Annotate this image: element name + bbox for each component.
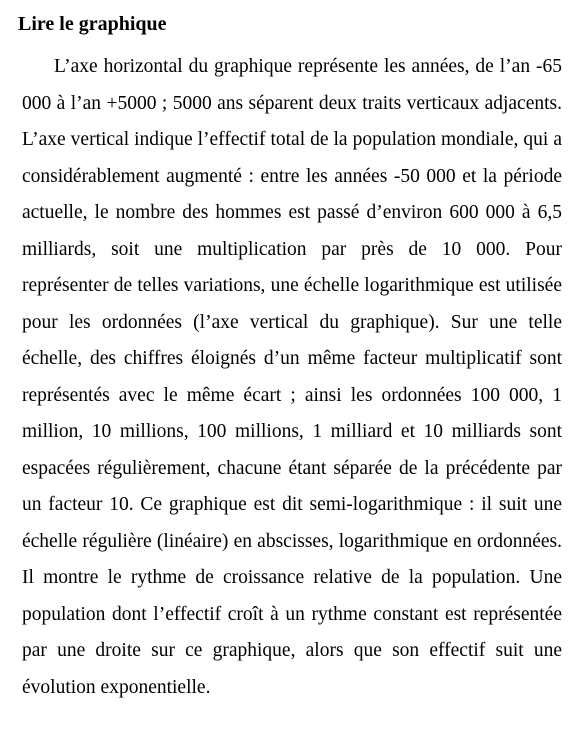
section-heading: Lire le graphique <box>18 13 167 35</box>
body-paragraph: L’axe horizontal du graphique représente les années, de l’an -65 000 à l’an +5000 ; 5000 ans séparent deux traits verticaux adjacents. L’axe vertical indique l’effectif total de la population mondiale, qui a considérablement augmenté : entre les années -50 000 et la période actuelle, le nombre des hommes est passé d’environ 600 000 à 6,5 milliards, soit une multiplication par près de 10 000. Pour représenter de telles variations, une échelle logarithmique est utilisée pour les ordonnées (l’axe vertical du graphique). Sur une telle échelle, des chiffres éloignés d’un même facteur multiplicatif sont représentés avec le même écart ; ainsi les ordonnées 100 000, 1 million, 10 millions, 100 millions, 1 milliard et 10 milliards sont espacées régulièrement, chacune étant séparée de la précédente par un facteur 10. Ce graphique est dit semi-logarithmique : il suit une échelle régulière (linéaire) en abscisses, logarithmique en ordonnées. Il montre le rythme de croissance relative de la population. Une population dont l’effectif croît à un rythme constant est représentée par une droite sur ce graphique, alors que son effectif suit une évolution exponentielle. <box>22 56 562 698</box>
